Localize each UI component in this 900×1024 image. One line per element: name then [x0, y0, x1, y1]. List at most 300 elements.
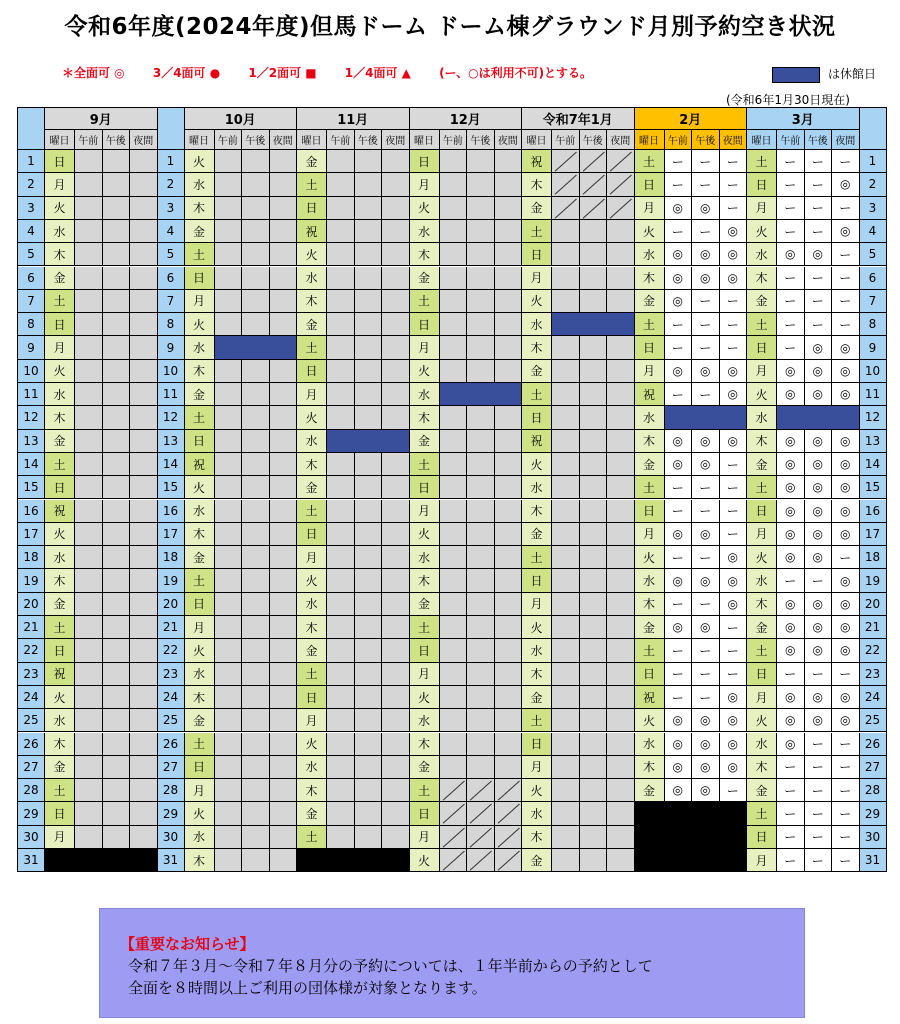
weekday-cell: 金 — [45, 593, 75, 616]
availability-slot — [103, 826, 131, 849]
availability-slot — [103, 756, 131, 779]
day-number: 10 — [18, 360, 45, 383]
availability-slot: ◎ — [665, 756, 693, 779]
availability-slot — [327, 197, 355, 220]
availability-slot — [75, 383, 103, 406]
availability-slot — [495, 546, 523, 569]
availability-slot — [355, 267, 383, 290]
availability-slot — [270, 267, 298, 290]
availability-slot — [215, 290, 243, 313]
availability-slot — [580, 220, 608, 243]
availability-slot: ◎ — [805, 639, 833, 662]
availability-slot — [382, 476, 410, 499]
no-date-cell — [297, 849, 410, 872]
weekday-cell: 木 — [635, 430, 665, 453]
availability-slot: ◎ — [777, 733, 805, 756]
unavailable-hatch — [607, 150, 635, 173]
availability-slot — [495, 523, 523, 546]
availability-slot — [130, 500, 158, 523]
availability-slot — [270, 360, 298, 383]
availability-slot — [215, 453, 243, 476]
availability-slot — [440, 476, 468, 499]
weekday-cell: 土 — [635, 639, 665, 662]
availability-slot — [75, 593, 103, 616]
availability-slot — [552, 430, 580, 453]
weekday-cell: 日 — [635, 500, 665, 523]
availability-slot: ー — [832, 546, 860, 569]
weekday-cell: 月 — [297, 383, 327, 406]
availability-slot — [130, 569, 158, 592]
availability-slot: ー — [832, 733, 860, 756]
availability-slot — [327, 779, 355, 802]
availability-slot — [607, 616, 635, 639]
availability-slot: ー — [805, 569, 833, 592]
availability-slot — [103, 616, 131, 639]
month-header: 3月 — [747, 108, 860, 130]
availability-slot — [270, 779, 298, 802]
availability-slot — [355, 290, 383, 313]
availability-slot — [607, 243, 635, 266]
column-subheader: 午後 — [103, 130, 131, 150]
availability-slot — [270, 802, 298, 825]
availability-slot — [242, 849, 270, 872]
availability-slot — [130, 197, 158, 220]
availability-slot: ◎ — [832, 593, 860, 616]
availability-slot: ◎ — [665, 243, 693, 266]
availability-slot — [607, 779, 635, 802]
availability-slot — [467, 500, 495, 523]
availability-slot — [580, 523, 608, 546]
availability-slot: ー — [720, 476, 748, 499]
availability-slot: ◎ — [720, 546, 748, 569]
weekday-cell: 日 — [410, 313, 440, 336]
unavailable-hatch — [495, 802, 523, 825]
availability-slot: ー — [805, 826, 833, 849]
availability-slot — [130, 779, 158, 802]
availability-slot — [75, 826, 103, 849]
availability-slot — [130, 220, 158, 243]
notice-line-1: 令和７年３月～令和７年８月分の予約については、１年半前からの予約として — [128, 957, 653, 975]
availability-slot — [467, 756, 495, 779]
weekday-cell: 金 — [635, 453, 665, 476]
availability-slot — [242, 173, 270, 196]
availability-slot: ー — [777, 849, 805, 872]
column-subheader: 曜日 — [45, 130, 75, 150]
availability-slot — [467, 220, 495, 243]
availability-slot — [607, 826, 635, 849]
closed-day-bar — [777, 406, 860, 429]
day-number: 6 — [18, 267, 45, 290]
availability-slot — [382, 220, 410, 243]
unavailable-hatch — [440, 779, 468, 802]
availability-slot: ◎ — [777, 500, 805, 523]
day-number-header-left — [18, 108, 45, 150]
availability-slot — [355, 569, 383, 592]
availability-slot — [130, 733, 158, 756]
availability-slot — [382, 406, 410, 429]
availability-slot — [130, 616, 158, 639]
day-number: 25 — [18, 709, 45, 732]
availability-slot — [75, 709, 103, 732]
availability-slot — [467, 430, 495, 453]
availability-slot — [607, 406, 635, 429]
weekday-cell: 祝 — [522, 150, 552, 173]
availability-slot: ◎ — [692, 430, 720, 453]
weekday-cell: 水 — [45, 546, 75, 569]
weekday-cell: 木 — [522, 173, 552, 196]
weekday-cell: 月 — [747, 197, 777, 220]
availability-slot — [242, 663, 270, 686]
weekday-cell: 火 — [410, 686, 440, 709]
day-number: 22 — [18, 639, 45, 662]
availability-slot — [355, 383, 383, 406]
weekday-cell: 火 — [410, 523, 440, 546]
availability-slot — [607, 336, 635, 359]
weekday-cell: 火 — [185, 639, 215, 662]
availability-slot — [467, 360, 495, 383]
availability-slot — [440, 173, 468, 196]
availability-slot: ー — [720, 290, 748, 313]
day-number: 14 — [158, 453, 185, 476]
no-date-cell — [635, 826, 748, 849]
weekday-cell: 土 — [410, 453, 440, 476]
availability-slot — [75, 220, 103, 243]
availability-slot — [580, 406, 608, 429]
weekday-cell: 木 — [747, 267, 777, 290]
day-number: 8 — [158, 313, 185, 336]
availability-slot: ◎ — [692, 453, 720, 476]
availability-slot — [607, 733, 635, 756]
weekday-cell: 金 — [635, 290, 665, 313]
availability-slot — [327, 453, 355, 476]
availability-slot — [607, 663, 635, 686]
availability-slot — [215, 802, 243, 825]
weekday-cell: 日 — [410, 476, 440, 499]
availability-slot — [355, 313, 383, 336]
weekday-cell: 日 — [410, 802, 440, 825]
column-subheader: 曜日 — [522, 130, 552, 150]
day-number: 26 — [18, 733, 45, 756]
availability-slot: ◎ — [805, 523, 833, 546]
availability-slot — [327, 243, 355, 266]
weekday-cell: 金 — [747, 453, 777, 476]
availability-slot — [495, 313, 523, 336]
availability-slot — [215, 220, 243, 243]
as-of-date: (令和6年1月30日現在) — [726, 93, 850, 107]
availability-slot — [467, 336, 495, 359]
weekday-cell: 金 — [45, 430, 75, 453]
availability-slot: ◎ — [777, 686, 805, 709]
availability-slot — [440, 220, 468, 243]
day-number: 5 — [18, 243, 45, 266]
day-number: 7 — [860, 290, 887, 313]
availability-slot: ◎ — [665, 523, 693, 546]
availability-slot: ー — [665, 593, 693, 616]
availability-slot — [552, 593, 580, 616]
availability-slot: ◎ — [720, 220, 748, 243]
day-number-header-second — [158, 108, 185, 150]
weekday-cell: 水 — [522, 313, 552, 336]
availability-slot — [440, 616, 468, 639]
weekday-cell: 木 — [635, 756, 665, 779]
availability-slot — [495, 663, 523, 686]
availability-slot — [215, 686, 243, 709]
availability-slot: ー — [805, 173, 833, 196]
availability-slot: ー — [692, 220, 720, 243]
availability-slot — [355, 523, 383, 546]
weekday-cell: 木 — [297, 453, 327, 476]
availability-slot — [103, 569, 131, 592]
availability-slot — [270, 476, 298, 499]
weekday-cell: 木 — [297, 290, 327, 313]
day-number: 19 — [158, 569, 185, 592]
no-date-cell — [635, 849, 748, 872]
availability-slot: ◎ — [805, 243, 833, 266]
availability-slot — [130, 523, 158, 546]
availability-slot — [382, 336, 410, 359]
weekday-cell: 金 — [297, 150, 327, 173]
availability-slot: ◎ — [720, 709, 748, 732]
availability-slot: ◎ — [777, 360, 805, 383]
day-number: 5 — [158, 243, 185, 266]
availability-slot: ◎ — [832, 709, 860, 732]
weekday-cell: 水 — [635, 569, 665, 592]
day-number: 21 — [158, 616, 185, 639]
weekday-cell: 土 — [185, 569, 215, 592]
weekday-cell: 金 — [522, 360, 552, 383]
weekday-cell: 火 — [635, 546, 665, 569]
weekday-cell: 火 — [635, 220, 665, 243]
availability-slot: ◎ — [665, 290, 693, 313]
availability-slot — [467, 616, 495, 639]
weekday-cell: 土 — [747, 802, 777, 825]
availability-slot — [355, 779, 383, 802]
weekday-cell: 木 — [185, 360, 215, 383]
weekday-cell: 木 — [297, 616, 327, 639]
weekday-cell: 金 — [522, 686, 552, 709]
weekday-cell: 火 — [522, 453, 552, 476]
availability-slot — [440, 709, 468, 732]
unavailable-hatch — [495, 779, 523, 802]
availability-slot: ◎ — [665, 430, 693, 453]
availability-slot — [552, 686, 580, 709]
day-number: 20 — [158, 593, 185, 616]
day-number: 18 — [860, 546, 887, 569]
availability-slot: ◎ — [805, 383, 833, 406]
no-date-cell — [45, 849, 158, 872]
availability-slot — [495, 639, 523, 662]
weekday-cell: 日 — [635, 336, 665, 359]
availability-slot — [242, 220, 270, 243]
weekday-cell: 土 — [297, 826, 327, 849]
availability-slot: ー — [665, 500, 693, 523]
availability-slot: ◎ — [832, 523, 860, 546]
weekday-cell: 日 — [297, 686, 327, 709]
availability-slot — [580, 243, 608, 266]
availability-slot — [75, 686, 103, 709]
weekday-cell: 月 — [635, 360, 665, 383]
availability-slot: ー — [832, 313, 860, 336]
availability-slot — [495, 336, 523, 359]
weekday-cell: 金 — [410, 756, 440, 779]
availability-slot — [270, 430, 298, 453]
availability-slot — [495, 500, 523, 523]
availability-slot — [75, 476, 103, 499]
availability-slot — [215, 826, 243, 849]
day-number: 17 — [158, 523, 185, 546]
availability-slot — [130, 267, 158, 290]
availability-slot: ◎ — [665, 616, 693, 639]
day-number: 14 — [18, 453, 45, 476]
day-number: 3 — [860, 197, 887, 220]
availability-slot — [355, 360, 383, 383]
availability-slot: ー — [665, 663, 693, 686]
availability-slot: ◎ — [777, 383, 805, 406]
day-number: 3 — [158, 197, 185, 220]
weekday-cell: 木 — [185, 849, 215, 872]
availability-slot — [607, 476, 635, 499]
weekday-cell: 木 — [410, 733, 440, 756]
availability-slot — [75, 453, 103, 476]
availability-slot — [130, 826, 158, 849]
availability-slot — [552, 663, 580, 686]
availability-slot — [130, 709, 158, 732]
availability-slot: ー — [665, 220, 693, 243]
availability-slot: ー — [692, 150, 720, 173]
weekday-cell: 木 — [747, 593, 777, 616]
availability-slot — [580, 686, 608, 709]
availability-slot: ー — [805, 663, 833, 686]
availability-slot — [440, 733, 468, 756]
day-number: 29 — [158, 802, 185, 825]
availability-slot — [270, 523, 298, 546]
availability-slot: ◎ — [777, 709, 805, 732]
availability-slot — [467, 663, 495, 686]
availability-slot: ー — [777, 290, 805, 313]
day-number: 6 — [158, 267, 185, 290]
availability-slot — [607, 290, 635, 313]
availability-slot — [552, 243, 580, 266]
day-number: 6 — [860, 267, 887, 290]
weekday-cell: 火 — [747, 709, 777, 732]
weekday-cell: 土 — [297, 173, 327, 196]
day-number: 22 — [158, 639, 185, 662]
closed-day-bar — [665, 406, 748, 429]
availability-slot — [270, 197, 298, 220]
availability-slot — [382, 313, 410, 336]
availability-slot: ◎ — [720, 686, 748, 709]
availability-slot — [242, 313, 270, 336]
availability-slot — [242, 733, 270, 756]
availability-slot — [607, 546, 635, 569]
weekday-cell: 木 — [45, 569, 75, 592]
weekday-cell: 火 — [635, 709, 665, 732]
availability-slot — [327, 593, 355, 616]
weekday-cell: 火 — [410, 360, 440, 383]
availability-slot — [440, 197, 468, 220]
availability-slot — [215, 430, 243, 453]
day-number: 26 — [860, 733, 887, 756]
availability-slot — [215, 756, 243, 779]
availability-slot — [215, 849, 243, 872]
availability-slot: ◎ — [692, 709, 720, 732]
availability-slot — [75, 173, 103, 196]
column-subheader: 曜日 — [410, 130, 440, 150]
availability-slot — [552, 709, 580, 732]
availability-slot — [130, 383, 158, 406]
availability-slot — [215, 709, 243, 732]
day-number: 19 — [860, 569, 887, 592]
column-subheader: 午前 — [552, 130, 580, 150]
availability-slot: ー — [720, 197, 748, 220]
availability-slot — [242, 406, 270, 429]
weekday-cell: 水 — [410, 383, 440, 406]
availability-slot: ◎ — [805, 430, 833, 453]
weekday-cell: 日 — [747, 173, 777, 196]
day-number: 2 — [158, 173, 185, 196]
availability-slot: ◎ — [720, 569, 748, 592]
unavailable-hatch — [467, 779, 495, 802]
day-number: 15 — [860, 476, 887, 499]
availability-slot — [355, 500, 383, 523]
column-subheader: 曜日 — [747, 130, 777, 150]
availability-slot — [242, 290, 270, 313]
availability-slot — [580, 733, 608, 756]
availability-slot: ◎ — [805, 593, 833, 616]
day-number: 8 — [18, 313, 45, 336]
availability-slot — [552, 546, 580, 569]
day-number: 16 — [860, 500, 887, 523]
weekday-cell: 金 — [747, 616, 777, 639]
weekday-cell: 水 — [297, 430, 327, 453]
availability-slot — [103, 173, 131, 196]
availability-slot — [440, 569, 468, 592]
unavailable-hatch — [607, 173, 635, 196]
weekday-cell: 火 — [45, 197, 75, 220]
availability-slot — [552, 826, 580, 849]
availability-slot — [552, 220, 580, 243]
availability-slot — [103, 243, 131, 266]
weekday-cell: 土 — [747, 150, 777, 173]
unavailable-hatch — [495, 826, 523, 849]
availability-slot: ー — [665, 686, 693, 709]
day-number: 11 — [860, 383, 887, 406]
day-number: 17 — [18, 523, 45, 546]
availability-slot: ◎ — [692, 756, 720, 779]
weekday-cell: 金 — [45, 267, 75, 290]
availability-slot — [75, 336, 103, 359]
availability-slot: ー — [805, 150, 833, 173]
column-subheader: 午前 — [327, 130, 355, 150]
availability-slot: ー — [832, 756, 860, 779]
availability-slot: ー — [832, 197, 860, 220]
weekday-cell: 水 — [297, 756, 327, 779]
availability-slot — [607, 802, 635, 825]
availability-slot — [270, 663, 298, 686]
weekday-cell: 土 — [635, 476, 665, 499]
availability-slot — [103, 220, 131, 243]
availability-slot — [270, 546, 298, 569]
availability-slot: ◎ — [832, 430, 860, 453]
availability-slot — [382, 826, 410, 849]
availability-slot — [467, 733, 495, 756]
weekday-cell: 月 — [45, 336, 75, 359]
availability-slot — [440, 756, 468, 779]
availability-slot: ー — [832, 290, 860, 313]
availability-slot: ◎ — [692, 197, 720, 220]
legend-note: (ー、○は利用不可)とする。 — [439, 66, 593, 80]
weekday-cell: 木 — [747, 430, 777, 453]
